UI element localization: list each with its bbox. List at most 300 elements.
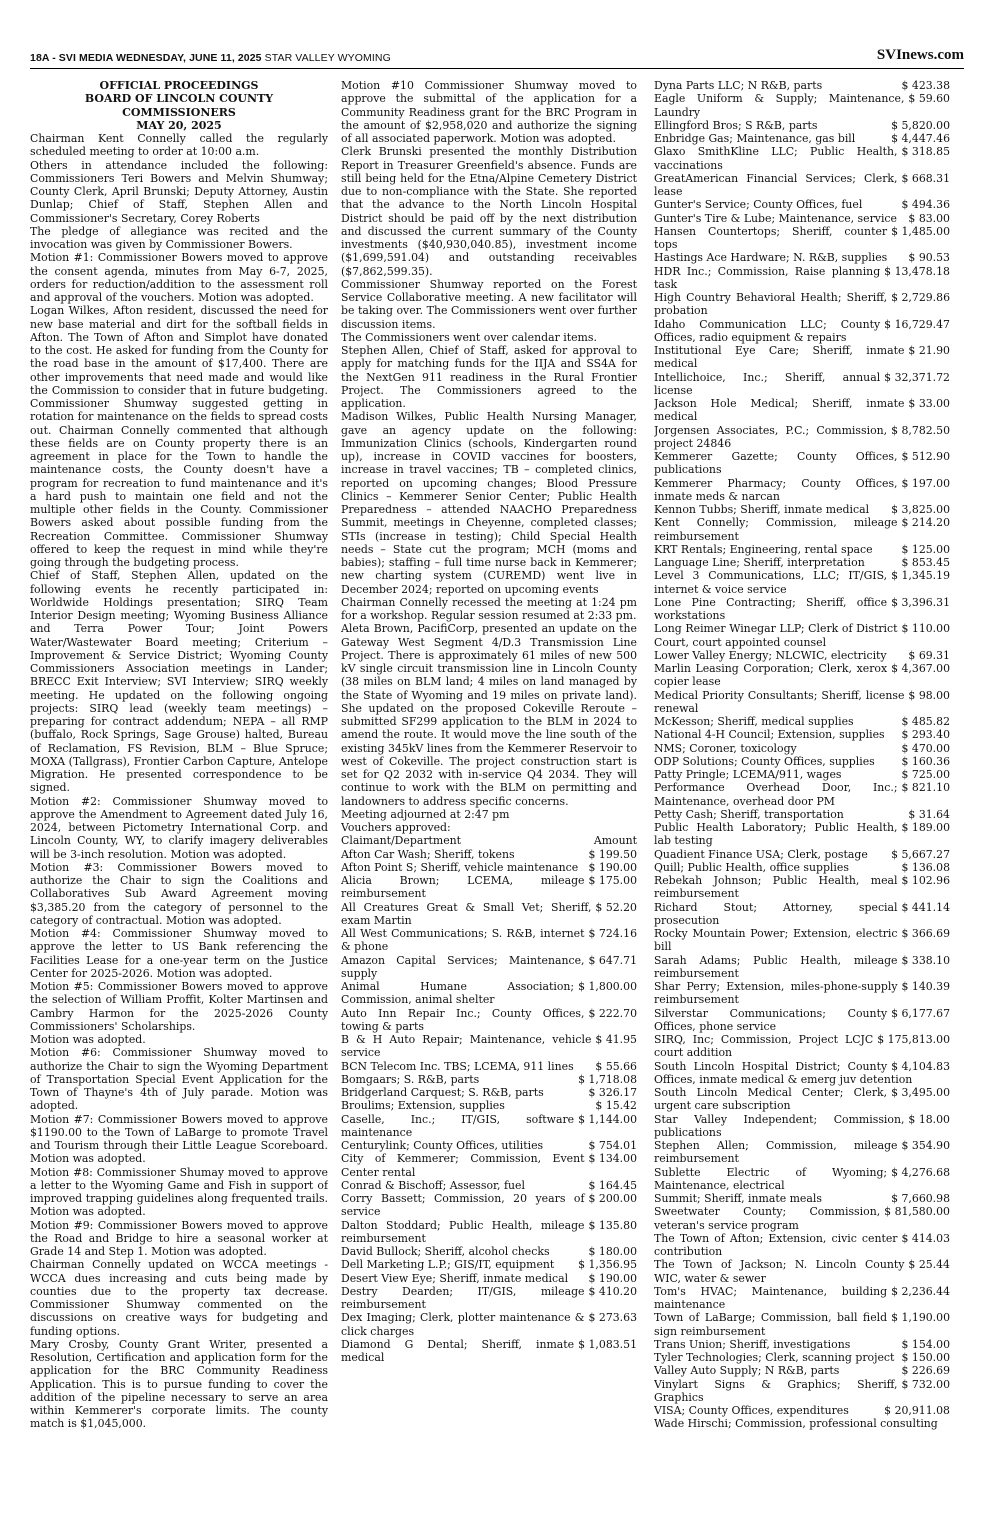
voucher-description: Petty Cash; Sheriff, transportation bbox=[654, 807, 844, 821]
page-location: STAR VALLEY WYOMING bbox=[264, 52, 391, 64]
voucher-amount: $ 160.36 bbox=[901, 754, 950, 768]
voucher-amount: $ 1,345.19 bbox=[891, 569, 950, 583]
voucher-amount: $ 125.00 bbox=[901, 542, 950, 556]
voucher-amount: $ 134.00 bbox=[588, 1152, 637, 1166]
voucher-description: Sublette Electric of Wyoming; Maintenance, electrical bbox=[654, 1165, 888, 1192]
voucher-description: Long Reimer Winegar LLP; Clerk of District Court, court appointed counsel bbox=[654, 622, 898, 649]
voucher-description: Quadient Finance USA; Clerk, postage bbox=[654, 847, 868, 861]
voucher-amount: $ 354.90 bbox=[901, 1139, 950, 1152]
amount-header: Amount bbox=[593, 834, 637, 848]
voucher-row bbox=[654, 874, 950, 901]
voucher-row bbox=[654, 477, 950, 504]
paragraph: Motion #3: Commissioner Bowers moved to authorize the Chair to sign the Coalitions and Collaboratives Sub Award Agreement moving $3,385.20 from the category of personnel to the category of contractual. Motion was adopted. bbox=[30, 860, 328, 927]
paragraph: Motion #8: Commissioner Shumay moved to approve a letter to the Wyoming Game and Fish in support of improved trapping guidelines along frequented trails. Motion was adopted. bbox=[30, 1165, 328, 1219]
voucher-row bbox=[654, 649, 950, 662]
voucher-row bbox=[654, 1192, 950, 1205]
voucher-description: Afton Point S; Sheriff, vehicle maintenance bbox=[341, 860, 579, 874]
voucher-row bbox=[654, 927, 950, 954]
voucher-row bbox=[654, 715, 950, 728]
voucher-description: Valley Auto Supply; N R&B, parts bbox=[654, 1364, 840, 1378]
voucher-amount: $ 140.39 bbox=[901, 980, 950, 993]
voucher-amount: $ 293.40 bbox=[901, 728, 950, 742]
voucher-row bbox=[341, 980, 637, 1007]
voucher-row bbox=[654, 1285, 950, 1312]
voucher-amount: $ 4,104.83 bbox=[891, 1059, 950, 1073]
voucher-row bbox=[654, 119, 950, 132]
voucher-description: BCN Telecom Inc. TBS; LCEMA, 911 lines bbox=[341, 1059, 574, 1073]
voucher-row bbox=[654, 198, 950, 211]
voucher-description: Glaxo SmithKline LLC; Public Health, vaccinations bbox=[654, 145, 898, 172]
voucher-description: Jorgensen Associates, P.C.; Commission, project 24846 bbox=[654, 423, 888, 450]
voucher-description: Medical Priority Consultants; Sheriff, license renewal bbox=[654, 688, 905, 715]
voucher-description: Bomgaars; S. R&B, parts bbox=[341, 1072, 480, 1086]
voucher-amount: $ 98.00 bbox=[908, 688, 950, 702]
voucher-row bbox=[654, 755, 950, 768]
voucher-amount: $ 4,276.68 bbox=[891, 1165, 950, 1179]
voucher-amount: $ 2,729.86 bbox=[891, 291, 950, 304]
voucher-description: Idaho Communication LLC; County Offices, radio equipment & repairs bbox=[654, 317, 881, 344]
voucher-amount: $ 6,177.67 bbox=[891, 1006, 950, 1020]
voucher-row bbox=[654, 450, 950, 477]
voucher-amount: $ 190.00 bbox=[588, 860, 637, 874]
voucher-row bbox=[341, 848, 637, 861]
voucher-row bbox=[341, 1219, 637, 1246]
voucher-row bbox=[341, 1099, 637, 1112]
voucher-description: High Country Behavioral Health; Sheriff, probation bbox=[654, 291, 888, 318]
voucher-row bbox=[654, 1417, 950, 1430]
voucher-amount: $ 1,485.00 bbox=[891, 224, 950, 238]
paragraph: Chairman Kent Connelly called the regularly scheduled meeting to order at 10:00 a.m. bbox=[30, 132, 328, 159]
voucher-description: South Lincoln Medical Center; Clerk, urgent care subscription bbox=[654, 1086, 888, 1113]
voucher-row bbox=[654, 569, 950, 596]
voucher-row bbox=[654, 662, 950, 689]
paragraph: Aleta Brown, PacifiCorp, presented an update on the Gateway West Segment 4/D.3 Transmission Line Project. There is approximately 61 miles of new 500 kV single circuit transmission line in Lincoln County (38 miles on BLM land; 4 miles on land managed by the State of Wyoming and 19 miles on private land). She updated on the proposed Cokeville Reroute – submitted SF299 application to the BLM in 2024 to amend the route. It would move the line south of the existing 345kV lines from the Kemmerer Reservoir to west of Cokeville. The project construction start is set for Q2 2032 with in-service Q4 2034. They will continue to work with the BLM on permitting and landowners to address specific concerns. bbox=[341, 622, 637, 808]
voucher-row bbox=[654, 781, 950, 808]
voucher-amount: $ 5,667.27 bbox=[891, 847, 950, 861]
voucher-amount: $ 366.69 bbox=[901, 927, 950, 940]
voucher-row bbox=[654, 742, 950, 755]
voucher-row bbox=[654, 1139, 950, 1166]
voucher-description: Ellingford Bros; S R&B, parts bbox=[654, 118, 818, 132]
voucher-table-header bbox=[341, 834, 637, 847]
voucher-row bbox=[654, 1033, 950, 1060]
voucher-description: The Town of Jackson; N. Lincoln County WIC, water & sewer bbox=[654, 1258, 905, 1285]
voucher-amount: $ 1,718.08 bbox=[578, 1072, 637, 1086]
voucher-amount: $ 1,190.00 bbox=[891, 1311, 950, 1325]
voucher-amount: $ 273.63 bbox=[588, 1311, 637, 1325]
voucher-row bbox=[341, 1338, 637, 1365]
voucher-amount: $ 7,660.98 bbox=[891, 1192, 950, 1205]
proceedings-board: BOARD OF LINCOLN COUNTY COMMISSIONERS bbox=[84, 92, 274, 119]
voucher-description: All Creatures Great & Small Vet; Sheriff, exam Martin bbox=[341, 900, 592, 927]
voucher-amount: $ 1,083.51 bbox=[578, 1337, 637, 1351]
voucher-amount: $ 175,813.00 bbox=[877, 1033, 950, 1046]
voucher-amount: $ 189.00 bbox=[901, 821, 950, 834]
paragraph: Motion #1: Commissioner Bowers moved to approve the consent agenda, minutes from May 6-7, 2025, orders for reduction/addition to the assessment roll and approval of the vouchers. Motion was adopted. bbox=[30, 251, 328, 304]
voucher-description: Intellichoice, Inc.; Sheriff, annual license bbox=[654, 370, 881, 397]
voucher-amount: $ 21.90 bbox=[908, 344, 950, 357]
voucher-amount: $ 164.45 bbox=[588, 1178, 637, 1192]
voucher-description: Dex Imaging; Clerk, plotter maintenance & click charges bbox=[341, 1311, 585, 1338]
voucher-amount: $ 175.00 bbox=[588, 874, 637, 887]
voucher-amount: $ 1,356.95 bbox=[578, 1258, 637, 1272]
voucher-row bbox=[654, 861, 950, 874]
voucher-description: Gunter's Tire & Lube; Maintenance, service bbox=[654, 211, 897, 225]
voucher-row bbox=[654, 1338, 950, 1351]
column-2 bbox=[341, 79, 637, 1499]
voucher-row bbox=[654, 1232, 950, 1259]
voucher-amount: $ 647.71 bbox=[588, 953, 637, 967]
voucher-row bbox=[341, 1073, 637, 1086]
voucher-description: Dalton Stoddard; Public Health, mileage reimbursement bbox=[341, 1218, 585, 1245]
voucher-amount: $ 20,911.08 bbox=[884, 1404, 950, 1417]
voucher-amount: $ 3,396.31 bbox=[891, 595, 950, 609]
voucher-row bbox=[341, 1033, 637, 1060]
voucher-amount: $ 81,580.00 bbox=[884, 1205, 950, 1219]
voucher-description: Wade Hirschi; Commission, professional consulting bbox=[654, 1417, 938, 1431]
voucher-amount: $ 4,447.46 bbox=[891, 132, 950, 145]
voucher-description: Trans Union; Sheriff, investigations bbox=[654, 1337, 851, 1351]
voucher-row bbox=[341, 927, 637, 954]
voucher-description: Performance Overhead Door, Inc.; Maintenance, overhead door PM bbox=[654, 781, 898, 808]
voucher-amount: $ 55.66 bbox=[595, 1059, 637, 1073]
voucher-description: Diamond G Dental; Sheriff, inmate medical bbox=[341, 1337, 575, 1364]
voucher-description: Kent Connelly; Commission, mileage reimbursement bbox=[654, 516, 898, 543]
voucher-description: Star Valley Independent; Commission, publications bbox=[654, 1112, 905, 1139]
voucher-description: McKesson; Sheriff, medical supplies bbox=[654, 715, 854, 728]
voucher-description: Hastings Ace Hardware; N. R&B, supplies bbox=[654, 251, 888, 265]
voucher-row bbox=[654, 596, 950, 623]
voucher-amount: $ 135.80 bbox=[588, 1218, 637, 1232]
paragraph: Motion #9: Commissioner Bowers moved to approve the Road and Bridge to hire a seasonal worker at Grade 14 and Step 1. Motion was adopted. bbox=[30, 1218, 328, 1258]
voucher-description: Patty Pringle; LCEMA/911, wages bbox=[654, 768, 842, 781]
voucher-amount: $ 154.00 bbox=[901, 1337, 950, 1351]
voucher-row bbox=[654, 172, 950, 199]
voucher-amount: $ 197.00 bbox=[901, 476, 950, 490]
voucher-row bbox=[654, 397, 950, 424]
voucher-row bbox=[654, 980, 950, 1007]
voucher-description: National 4-H Council; Extension, supplies bbox=[654, 728, 885, 742]
paragraph: Chairman Connelly updated on WCCA meetings - WCCA dues increasing and cuts being made by counties due to the property tax decrease. Commissioner Shumway commented on the discussions on creative ways for budgeting and funding options. bbox=[30, 1258, 328, 1338]
voucher-row bbox=[341, 1113, 637, 1140]
voucher-row bbox=[654, 79, 950, 92]
voucher-amount: $ 222.70 bbox=[588, 1006, 637, 1020]
voucher-amount: $ 136.08 bbox=[901, 860, 950, 874]
voucher-amount: $ 724.16 bbox=[588, 927, 637, 940]
paragraph: Madison Wilkes, Public Health Nursing Manager, gave an agency update on the following: Immunization Clinics (schools, Kindergarten round up), increase in COVID vaccines for boosters, increase in travel vaccines; TB – completed clinics, reported on upcoming changes; Blood Pressure Clinics – Kemmerer Senior Center; Public Health Preparedness – attended NAACHO Preparedness Summit, meetings in Cheyenne, completed classes; STIs (increase in testing); Child Special Health needs – State cut the program; MCH (moms and babies); staffing – full time nurse back in Kemmerer; new charting system (CUREMD) went live in December 2024; reported on upcoming events bbox=[341, 410, 637, 596]
voucher-row bbox=[341, 1007, 637, 1034]
voucher-description: Animal Humane Association; Commission, animal shelter bbox=[341, 980, 575, 1007]
voucher-amount: $ 110.00 bbox=[901, 622, 950, 636]
page-header bbox=[30, 40, 964, 69]
voucher-description: Rocky Mountain Power; Extension, electric bill bbox=[654, 927, 898, 954]
voucher-row bbox=[654, 1086, 950, 1113]
voucher-amount: $ 15.42 bbox=[595, 1099, 637, 1113]
paragraph: Clerk Brunski presented the monthly Distribution Report in Treasurer Greenfield's absence. Funds are still being held for the Etna/Alpine Cemetery District due to non-compliance with the State. She reported that the advance to the North Lincoln Hospital District should be paid off by the next distribution and discussed the current summary of the County investments ($40,930,040.85), investment income ($1,699,591.04) and outstanding receivables ($7,862,599.35). bbox=[341, 145, 637, 278]
paragraph: Motion #6: Commissioner Shumway moved to authorize the Chair to sign the Wyoming Department of Transportation Special Event Application for the Town of Thayne's 4th of July parade. Motion was adopted. bbox=[30, 1046, 328, 1113]
voucher-row bbox=[654, 1007, 950, 1034]
voucher-description: ODP Solutions; County Offices, supplies bbox=[654, 754, 875, 768]
voucher-amount: $ 318.85 bbox=[901, 145, 950, 159]
voucher-amount: $ 1,144.00 bbox=[578, 1112, 637, 1126]
voucher-row bbox=[341, 1285, 637, 1312]
voucher-amount: $ 32,371.72 bbox=[884, 370, 950, 384]
voucher-description: Broulims; Extension, supplies bbox=[341, 1099, 505, 1113]
voucher-amount: $ 190.00 bbox=[588, 1271, 637, 1285]
voucher-amount: $ 1,800.00 bbox=[578, 980, 637, 993]
voucher-amount: $ 13,478.18 bbox=[884, 264, 950, 278]
voucher-list-col3 bbox=[654, 79, 950, 1431]
voucher-description: Centurylink; County Offices, utilities bbox=[341, 1139, 544, 1152]
voucher-row bbox=[654, 821, 950, 848]
voucher-amount: $ 90.53 bbox=[908, 251, 950, 265]
voucher-description: Eagle Uniform & Supply; Maintenance, Laundry bbox=[654, 92, 905, 119]
voucher-description: GreatAmerican Financial Services; Clerk, lease bbox=[654, 171, 898, 198]
voucher-description: VISA; County Offices, expenditures bbox=[654, 1404, 849, 1417]
voucher-row bbox=[654, 1404, 950, 1417]
voucher-description: South Lincoln Hospital District; County Offices, inmate medical & emerg juv detention bbox=[654, 1059, 913, 1086]
voucher-row bbox=[654, 503, 950, 516]
voucher-description: HDR Inc.; Commission, Raise planning task bbox=[654, 264, 881, 291]
site-name[interactable]: SVInews.com bbox=[876, 47, 964, 63]
voucher-row bbox=[654, 212, 950, 225]
voucher-description: All West Communications; S. R&B, internet & phone bbox=[341, 927, 585, 954]
voucher-row bbox=[654, 768, 950, 781]
voucher-amount: $ 5,820.00 bbox=[891, 118, 950, 132]
paragraph: Commissioner Shumway reported on the Forest Service Collaborative meeting. A new facilitator will be taking over. The Commissioners went over further discussion items. bbox=[341, 277, 637, 331]
voucher-row bbox=[654, 132, 950, 145]
voucher-description: Amazon Capital Services; Maintenance, supply bbox=[341, 953, 585, 980]
voucher-amount: $ 31.64 bbox=[908, 807, 950, 821]
paragraph: Motion #2: Commissioner Shumway moved to approve the Amendment to Agreement dated July 16, 2024, between Pictometry International Corp. and Lincoln County, WY, to clarify imagery deliverables will be 3-inch resolution. Motion was adopted. bbox=[30, 794, 328, 861]
paragraph: The pledge of allegiance was recited and the invocation was given by Commissioner Bowers. bbox=[30, 224, 328, 251]
paragraph: Logan Wilkes, Afton resident, discussed the need for new base material and dirt for the softball fields in Afton. The Town of Afton and Simplot have donated to the cost. He asked for funding from the County for the road base in the amount of $17,400. There are other improvements that need made and would like the Commission to consider that in future budgeting. Commissioner Shumway suggested getting in rotation for maintenance on the fields to spread costs out. Chairman Connelly commented that although these fields are on County property there is an agreement in place for the Town to handle the maintenance costs, the County doesn't have a program for recreation to fund maintenance and it's a hard push to maintain one field and not the multiple other fields in the County. Commissioner Bowers asked about possible funding from the Recreation Committee. Commissioner Shumway offered to keep the request in mind while they're going through the budgeting process. bbox=[30, 304, 328, 569]
voucher-description: Summit; Sheriff, inmate meals bbox=[654, 1192, 822, 1205]
voucher-row bbox=[654, 251, 950, 264]
voucher-description: Stephen Allen; Commission, mileage reimbursement bbox=[654, 1139, 898, 1166]
voucher-amount: $ 494.36 bbox=[901, 198, 950, 212]
voucher-row bbox=[654, 622, 950, 649]
voucher-row bbox=[654, 371, 950, 398]
voucher-amount: $ 4,367.00 bbox=[891, 662, 950, 675]
voucher-row bbox=[654, 728, 950, 741]
voucher-description: David Bullock; Sheriff, alcohol checks bbox=[341, 1245, 550, 1258]
voucher-amount: $ 102.96 bbox=[901, 874, 950, 887]
paragraph: Chief of Staff, Stephen Allen, updated on the following events he recently participated in: Worldwide Holdings presentation; SIRQ Team Interior Design meeting; Wyoming Business Alliance and Terra Power Tour; Joint Powers Water/Wastewater Board meeting; Criterium – Improvement & Service District; Wyoming County Commissioners Association meetings in Lander; BRECC Exit Interview; SVI Interview; SIRQ weekly meeting. He updated on the following ongoing projects: SIRQ lead (weekly team meetings) – preparing for contract addendum; NEPA – all RMP (buffalo, Rock Springs, Sage Grouse) halted, Bureau of Reclamation, FS Revision, BLM – Blue Spruce; MOXA (Tallgrass), Frontier Carbon Capture, Antelope Migration. He presented correspondence to be signed. bbox=[30, 569, 328, 795]
voucher-description: Marlin Leasing Corporation; Clerk, xerox copier lease bbox=[654, 662, 888, 689]
voucher-description: Level 3 Communications, LLC; IT/GIS, internet & voice service bbox=[654, 569, 888, 596]
voucher-amount: $ 512.90 bbox=[901, 450, 950, 463]
voucher-description: Dell Marketing L.P.; GIS/IT, equipment bbox=[341, 1258, 555, 1272]
voucher-amount: $ 853.45 bbox=[901, 556, 950, 569]
voucher-row bbox=[654, 318, 950, 345]
voucher-row bbox=[341, 1311, 637, 1338]
voucher-description: Caselle, Inc.; IT/GIS, software maintenance bbox=[341, 1112, 575, 1139]
voucher-description: Lone Pine Contracting; Sheriff, office workstations bbox=[654, 595, 888, 622]
page-date: WEDNESDAY, JUNE 11, 2025 bbox=[116, 52, 262, 64]
voucher-amount: $ 441.14 bbox=[901, 900, 950, 914]
paragraph: Motion was adopted. bbox=[30, 1033, 146, 1046]
voucher-row bbox=[654, 1258, 950, 1285]
proceedings-title: OFFICIAL PROCEEDINGS bbox=[99, 79, 259, 92]
voucher-amount: $ 59.60 bbox=[908, 92, 950, 106]
voucher-row bbox=[654, 1351, 950, 1364]
voucher-amount: $ 180.00 bbox=[588, 1245, 637, 1258]
voucher-row bbox=[654, 225, 950, 252]
voucher-row bbox=[654, 92, 950, 119]
voucher-amount: $ 326.17 bbox=[588, 1086, 637, 1099]
voucher-description: Silverstar Communications; County Offices, phone service bbox=[654, 1006, 888, 1033]
paragraph: Meeting adjourned at 2:47 pm bbox=[341, 807, 510, 821]
voucher-description: Shar Perry; Extension, miles-phone-supply reimbursement bbox=[654, 980, 898, 1007]
voucher-row bbox=[654, 344, 950, 371]
voucher-description: Vinylart Signs & Graphics; Sheriff, Graphics bbox=[654, 1377, 898, 1404]
voucher-description: Sarah Adams; Public Health, mileage reimbursement bbox=[654, 953, 898, 980]
voucher-row bbox=[654, 1113, 950, 1140]
voucher-description: Afton Car Wash; Sheriff, tokens bbox=[341, 847, 515, 861]
voucher-row bbox=[654, 556, 950, 569]
voucher-row bbox=[341, 901, 637, 928]
voucher-amount: $ 725.00 bbox=[901, 768, 950, 781]
voucher-row bbox=[654, 516, 950, 543]
voucher-amount: $ 470.00 bbox=[901, 741, 950, 755]
paragraph: Motion #7: Commissioner Bowers moved to approve $1190.00 to the Town of LaBarge to promote Travel and Tourism through their Little League Scoreboard. Motion was adopted. bbox=[30, 1112, 328, 1166]
voucher-description: Language Line; Sheriff, interpretation bbox=[654, 556, 865, 569]
voucher-row bbox=[341, 1086, 637, 1099]
voucher-amount: $ 199.50 bbox=[588, 847, 637, 861]
voucher-amount: $ 485.82 bbox=[901, 715, 950, 728]
voucher-row bbox=[654, 1166, 950, 1193]
voucher-amount: $ 150.00 bbox=[901, 1351, 950, 1364]
proceedings-date: MAY 20, 2025 bbox=[136, 118, 222, 132]
voucher-amount: $ 423.38 bbox=[901, 79, 950, 92]
voucher-amount: $ 2,236.44 bbox=[891, 1284, 950, 1298]
voucher-amount: $ 200.00 bbox=[588, 1192, 637, 1205]
voucher-row bbox=[341, 1060, 637, 1073]
voucher-amount: $ 16,729.47 bbox=[884, 317, 950, 331]
paragraph: Chairman Connelly recessed the meeting at 1:24 pm for a workshop. Regular session resumed at 2:33 pm. bbox=[341, 595, 637, 622]
voucher-description: NMS; Coroner, toxicology bbox=[654, 741, 797, 755]
voucher-row bbox=[341, 861, 637, 874]
paragraph: Motion #10 Commissioner Shumway moved to approve the submittal of the application for a Community Readiness grant for the BRC Program in the amount of $2,958,020 and authorize the signing of all associated paperwork. Motion was adopted. bbox=[341, 79, 637, 145]
voucher-amount: $ 41.95 bbox=[595, 1033, 637, 1046]
page-label: 18A - SVI MEDIA bbox=[30, 52, 113, 64]
voucher-amount: $ 414.03 bbox=[901, 1231, 950, 1245]
voucher-description: Destry Dearden; IT/GIS, mileage reimbursement bbox=[341, 1284, 585, 1311]
voucher-amount: $ 52.20 bbox=[595, 900, 637, 914]
voucher-description: KRT Rentals; Engineering, rental space bbox=[654, 542, 873, 556]
voucher-description: Richard Stout; Attorney, special prosecution bbox=[654, 900, 898, 927]
voucher-description: Hansen Countertops; Sheriff, counter tops bbox=[654, 224, 888, 251]
voucher-list-col2 bbox=[341, 848, 637, 1365]
paragraph: Stephen Allen, Chief of Staff, asked for approval to apply for matching funds for the IIJA and SS4A for the NextGen 911 readiness in the Rural Frontier Project. The Commissioners agreed to the application. bbox=[341, 344, 637, 410]
voucher-row bbox=[341, 874, 637, 901]
voucher-amount: $ 83.00 bbox=[908, 211, 950, 225]
voucher-description: Kennon Tubbs; Sheriff, inmate medical bbox=[654, 503, 870, 516]
voucher-row bbox=[654, 1364, 950, 1377]
voucher-row bbox=[654, 265, 950, 292]
voucher-row bbox=[654, 901, 950, 928]
voucher-row bbox=[341, 1245, 637, 1258]
voucher-row bbox=[654, 848, 950, 861]
voucher-row bbox=[341, 1179, 637, 1192]
voucher-description: B & H Auto Repair; Maintenance, vehicle service bbox=[341, 1033, 592, 1060]
voucher-row bbox=[341, 1192, 637, 1219]
voucher-amount: $ 18.00 bbox=[908, 1112, 950, 1126]
voucher-row bbox=[654, 689, 950, 716]
voucher-description: Auto Inn Repair Inc.; County Offices, towing & parts bbox=[341, 1006, 585, 1033]
voucher-description: Corry Bassett; Commission, 20 years of service bbox=[341, 1192, 585, 1219]
voucher-row bbox=[654, 1311, 950, 1338]
voucher-description: Conrad & Bischoff; Assessor, fuel bbox=[341, 1178, 525, 1192]
voucher-description: City of Kemmerer; Commission, Event Center rental bbox=[341, 1152, 585, 1179]
voucher-row bbox=[341, 1152, 637, 1179]
voucher-amount: $ 732.00 bbox=[901, 1377, 950, 1391]
voucher-description: Quill; Public Health, office supplies bbox=[654, 860, 849, 874]
paragraph: The Commissioners went over calendar items. bbox=[341, 330, 597, 344]
voucher-amount: $ 3,825.00 bbox=[891, 503, 950, 516]
voucher-description: Tyler Technologies; Clerk, scanning project bbox=[654, 1351, 895, 1364]
voucher-row bbox=[341, 1139, 637, 1152]
voucher-description: Desert View Eye; Sheriff, inmate medical bbox=[341, 1271, 569, 1285]
voucher-description: Kemmerer Pharmacy; County Offices, inmate meds & narcan bbox=[654, 476, 898, 503]
paragraph: Motion #4: Commissioner Shumway moved to approve the letter to US Bank referencing the Facilities Lease for a one-year term on the Justice Center for 2025-2026. Motion was adopted. bbox=[30, 927, 328, 980]
voucher-description: Town of LaBarge; Commission, ball field sign reimbursement bbox=[654, 1311, 888, 1338]
voucher-amount: $ 8,782.50 bbox=[891, 423, 950, 437]
voucher-description: Alicia Brown; LCEMA, mileage reimbursement bbox=[341, 874, 585, 901]
voucher-amount: $ 25.44 bbox=[908, 1258, 950, 1272]
voucher-amount: $ 821.10 bbox=[901, 781, 950, 795]
voucher-amount: $ 214.20 bbox=[901, 516, 950, 530]
voucher-description: Sweetwater County; Commission, veteran's service program bbox=[654, 1205, 881, 1232]
column-1 bbox=[30, 79, 328, 1499]
paragraph: Mary Crosby, County Grant Writer, presented a Resolution, Certification and application form for the application for the BRC Community Readiness Application. This is to pursue funding to cover the addition of the pipeline necessary to serve an area within Kemmerer's corporate limits. The county match is $1,045,000. bbox=[30, 1337, 328, 1431]
column-3 bbox=[654, 79, 950, 1499]
voucher-amount: $ 3,495.00 bbox=[891, 1086, 950, 1099]
voucher-description: Gunter's Service; County Offices, fuel bbox=[654, 198, 863, 212]
voucher-row bbox=[654, 954, 950, 981]
voucher-row bbox=[341, 1272, 637, 1285]
voucher-description: Kemmerer Gazette; County Offices, publications bbox=[654, 450, 898, 477]
voucher-description: Lower Valley Energy; NLCWIC, electricity bbox=[654, 648, 887, 662]
header-left bbox=[30, 52, 391, 64]
voucher-description: Jackson Hole Medical; Sheriff, inmate medical bbox=[654, 397, 905, 424]
claimant-header: Claimant/Department bbox=[341, 834, 462, 848]
voucher-amount: $ 338.10 bbox=[901, 953, 950, 967]
voucher-description: Rebekah Johnson; Public Health, meal reimbursement bbox=[654, 874, 898, 901]
voucher-amount: $ 69.31 bbox=[908, 648, 950, 662]
voucher-row bbox=[654, 543, 950, 556]
paragraph: Vouchers approved: bbox=[341, 821, 451, 834]
voucher-row bbox=[654, 1060, 950, 1087]
voucher-description: Public Health Laboratory; Public Health, lab testing bbox=[654, 821, 898, 848]
voucher-description: Tom's HVAC; Maintenance, building maintenance bbox=[654, 1284, 888, 1311]
voucher-amount: $ 226.69 bbox=[901, 1364, 950, 1378]
voucher-description: Dyna Parts LLC; N R&B, parts bbox=[654, 79, 823, 92]
voucher-row bbox=[341, 1258, 637, 1271]
voucher-description: SIRQ, Inc; Commission, Project LCJC court addition bbox=[654, 1033, 874, 1060]
voucher-description: Institutional Eye Care; Sheriff, inmate medical bbox=[654, 344, 905, 371]
voucher-description: Bridgerland Carquest; S. R&B, parts bbox=[341, 1086, 544, 1099]
voucher-amount: $ 668.31 bbox=[901, 171, 950, 185]
voucher-row bbox=[654, 291, 950, 318]
voucher-description: Enbridge Gas; Maintenance, gas bill bbox=[654, 132, 856, 145]
voucher-row bbox=[654, 1205, 950, 1232]
voucher-description: The Town of Afton; Extension, civic center contribution bbox=[654, 1231, 898, 1258]
voucher-amount: $ 754.01 bbox=[588, 1139, 637, 1152]
voucher-row bbox=[654, 145, 950, 172]
voucher-row bbox=[654, 808, 950, 821]
